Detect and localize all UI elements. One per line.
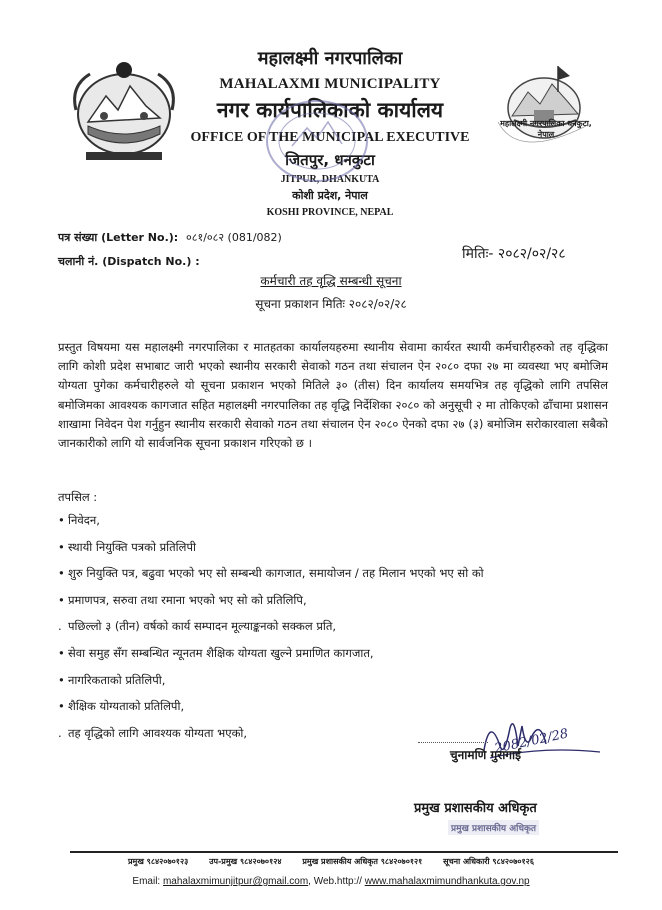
list-bullet: • [58, 566, 65, 581]
place-np: जितपुर, धनकुटा [285, 151, 375, 169]
list-bullet: • [58, 645, 65, 660]
signature-date: 2082/02/28 [493, 726, 570, 757]
phone-cao: प्रमुख प्रशासकीय अधिकृत ९८४२०७०१२१ [302, 857, 423, 866]
list-item [58, 513, 484, 540]
tapasil-heading: तपसिल : [58, 490, 98, 504]
signature-line [418, 742, 488, 743]
list-bullet: . [58, 725, 62, 740]
list-bullet: . [58, 619, 62, 634]
province-en: KOSHI PROVINCE, NEPAL [266, 207, 394, 218]
list-item-text: सेवा समुह सँग सम्बन्धित न्यूनतम शैक्षिक योग्यता खुल्ने प्रमाणित कागजात, [68, 645, 374, 660]
footer-phone-numbers [0, 856, 662, 867]
list-item [58, 699, 484, 726]
footer-contact [0, 876, 662, 887]
letter-number [58, 230, 282, 245]
list-bullet: • [58, 699, 65, 714]
phone-info-officer: सूचना अधिकारी ९८४२०७०१२६ [443, 857, 534, 866]
website-link[interactable]: www.mahalaxmimundhankuta.gov.np [364, 876, 530, 887]
list-item [58, 593, 484, 620]
letter-number-value: ०८१/०८२ (081/082) [186, 231, 282, 244]
list-item-text: शुरु नियुक्ति पत्र, बढुवा भएको भए सो सम्बन्धी कागजात, समायोजन / तह मिलान भएको भए सो को [68, 566, 484, 581]
requirements-list [58, 513, 484, 752]
list-bullet: • [58, 672, 65, 687]
signatory-stamp-text: प्रमुख प्रशासकीय अधिकृत [451, 824, 537, 834]
municipality-name-np: महालक्ष्मी नगरपालिका [257, 48, 403, 69]
office-name-en: OFFICE OF THE MUNICIPAL EXECUTIVE [190, 130, 470, 145]
office-stamp-icon [262, 96, 372, 186]
list-bullet: • [58, 592, 65, 607]
list-bullet: • [58, 539, 65, 554]
list-item [58, 646, 484, 673]
province-np: कोशी प्रदेश, नेपाल [292, 189, 368, 202]
signatory-stamp [448, 820, 539, 835]
notice-subject: कर्मचारी तह वृद्धि सम्बन्धी सूचना [260, 274, 402, 288]
place-en: JITPUR, DHANKUTA [280, 174, 380, 185]
list-item [58, 540, 484, 567]
phone-mayor: प्रमुख ९८४२०७०१२३ [128, 857, 189, 866]
list-item-text: स्थायी नियुक्ति पत्रको प्रतिलिपी [68, 539, 196, 554]
list-item-text: तह वृद्धिको लागि आवश्यक योग्यता भएको, [68, 725, 248, 740]
web-label: , Web.http:// [308, 876, 365, 887]
dispatch-number-label: चलानी नं. (Dispatch No.) : [58, 255, 200, 268]
municipality-name-en: MAHALAXMI MUNICIPALITY [219, 76, 441, 92]
phone-deputy-mayor: उप-प्रमुख ९८४२०७०१२४ [209, 857, 282, 866]
list-item-text: शैक्षिक योग्यताको प्रतिलिपी, [68, 699, 185, 714]
email-link[interactable]: mahalaxmimunjitpur@gmail.com [162, 876, 309, 887]
notice-body: प्रस्तुत विषयमा यस महालक्ष्मी नगरपालिका र मातहतका कार्यालयहरुमा स्थानीय सेवामा कार्यरत स्थायी कर्मचारीहरुको तह वृद्धिका लागि कोशी प्रदेश सभाबाट जारी भएको स्थानीय सरकारी सेवाको गठन तथा संचालन ऐन २०८० दफा २७ मा व्यवस्था भए बमोजिम योग्यता पुगेका कर्मचारीहरुले यो सूचना प्रकाशन भएको मितिले ३० (तीस) दिन कार्यालय समयभित्र तह वृद्धिको लागि तपसिल बमोजिमका आवश्यक कागजात सहित महालक्ष्मी नगरपालिका तह वृद्धि निर्देशिका २०८० को अनुसूची २ मा तोकिएको ढाँचामा प्रशासन शाखामा निवेदन पेश गर्नुहुन स्थानीय सरकारी सेवाको गठन तथा संचालन ऐन २०८० ऐनको दफा २७ (३) बमोजिम सरोकारवाला सबैको जानकारीको लागि यो सार्वजनिक सूचना प्रकाशन गरिएको छ । [58, 340, 608, 451]
list-bullet: • [58, 513, 65, 527]
list-item-text: पछिल्लो ३ (तीन) वर्षको कार्य सम्पादन मूल्याङ्कनको सक्कल प्रति, [68, 619, 337, 634]
list-item-text: निवेदन, [68, 513, 100, 527]
list-item-text: प्रमाणपत्र, सरुवा तथा रमाना भएको भए सो को प्रतिलिपि, [68, 592, 307, 607]
letter-date: मितिः- २०८२/०२/२८ [462, 246, 566, 262]
list-item [58, 726, 484, 753]
dispatch-number [58, 254, 200, 269]
email-label: Email: [132, 876, 163, 887]
signatory-name: चुनामणि गुरागाई [450, 748, 522, 762]
municipality-logo-icon [488, 56, 600, 164]
list-item [58, 673, 484, 700]
list-item [58, 566, 484, 593]
footer-divider [70, 851, 618, 853]
office-name-np: नगर कार्यपालिकाको कार्यालय [216, 98, 444, 122]
list-item [58, 619, 484, 646]
signatory-title: प्रमुख प्रशासकीय अधिकृत [414, 801, 537, 816]
municipality-logo-caption: महालक्ष्मी नगरपालिका धनकुटा, नेपाल [500, 119, 592, 139]
publication-date: सूचना प्रकाशन मितिः २०८२/०२/२८ [255, 297, 407, 311]
list-item-text: नागरिकताको प्रतिलिपी, [68, 672, 166, 687]
nepal-emblem-icon [66, 56, 182, 164]
letter-number-label: पत्र संख्या (Letter No.): [58, 231, 179, 244]
